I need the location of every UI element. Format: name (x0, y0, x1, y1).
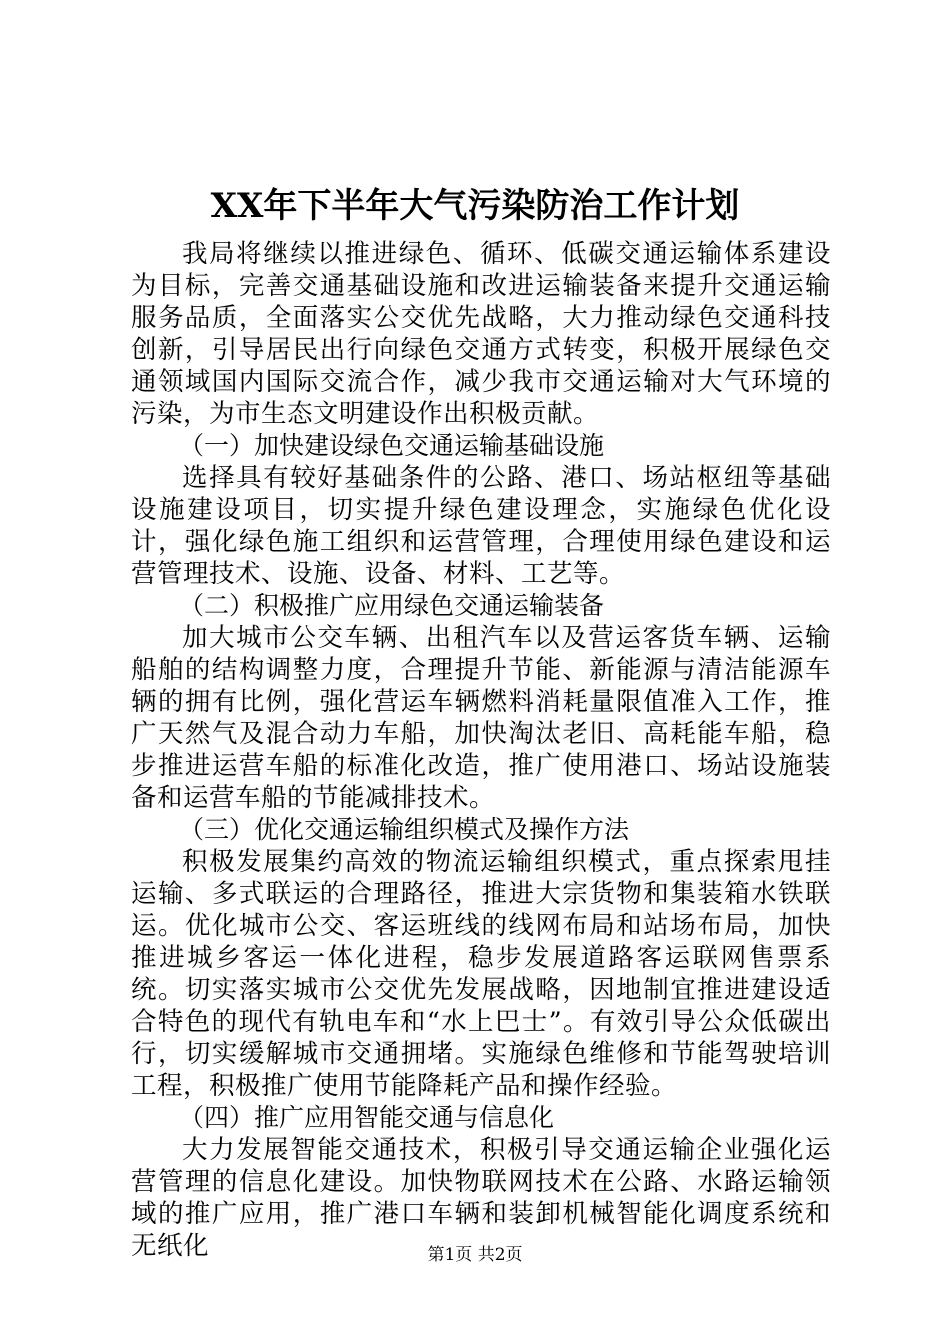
section-heading-2: （二）积极推广应用绿色交通运输装备 (179, 591, 605, 620)
section-paragraph-4: 大力发展智能交通技术，积极引导交通运输企业强化运营管理的信息化建设。加快物联网技术在公路、水路运输领域的推广应用，推广港口车辆和装卸机械智能化调度系统和无纸化 (131, 1135, 831, 1261)
document-body (131, 238, 831, 1262)
page-title: XX年下半年大气污染防治工作计划 (210, 186, 740, 226)
section-paragraph-1: 选择具有较好基础条件的公路、港口、场站枢纽等基础设施建设项目，切实提升绿色建设理念，实施绿色优化设计，强化绿色施工组织和运营管理，合理使用绿色建设和运营管理技术、设施、设备、材料、工艺等。 (131, 463, 831, 589)
section-heading-1: （一）加快建设绿色交通运输基础设施 (179, 431, 605, 460)
section-heading-4: （四）推广应用智能交通与信息化 (179, 1103, 555, 1132)
section-heading-3: （三）优化交通运输组织模式及操作方法 (179, 815, 630, 844)
intro-paragraph: 我局将继续以推进绿色、循环、低碳交通运输体系建设为目标，完善交通基础设施和改进运输装备来提升交通运输服务品质，全面落实公交优先战略，大力推动绿色交通科技创新，引导居民出行向绿色交通方式转变，积极开展绿色交通领域国内国际交流合作，减少我市交通运输对大气环境的污染，为市生态文明建设作出积极贡献。 (131, 239, 831, 429)
section-paragraph-3: 积极发展集约高效的物流运输组织模式，重点探索甩挂运输、多式联运的合理路径，推进大宗货物和集装箱水铁联运。优化城市公交、客运班线的线网布局和站场布局，加快推进城乡客运一体化进程，稳步发展道路客运联网售票系统。切实落实城市公交优先发展战略，因地制宜推进建设适合特色的现代有轨电车和“水上巴士”。有效引导公众低碳出行，切实缓解城市交通拥堵。实施绿色维修和节能驾驶培训工程，积极推广使用节能降耗产品和操作经验。 (131, 847, 831, 1101)
page-number-footer: 第1页 共2页 (427, 1245, 523, 1265)
section-paragraph-2: 加大城市公交车辆、出租汽车以及营运客货车辆、运输船舶的结构调整力度，合理提升节能、新能源与清洁能源车辆的拥有比例，强化营运车辆燃料消耗量限值准入工作，推广天然气及混合动力车船，加快淘汰老旧、高耗能车船，稳步推进运营车船的标准化改造，推广使用港口、场站设施装备和运营车船的节能减排技术。 (131, 623, 831, 813)
